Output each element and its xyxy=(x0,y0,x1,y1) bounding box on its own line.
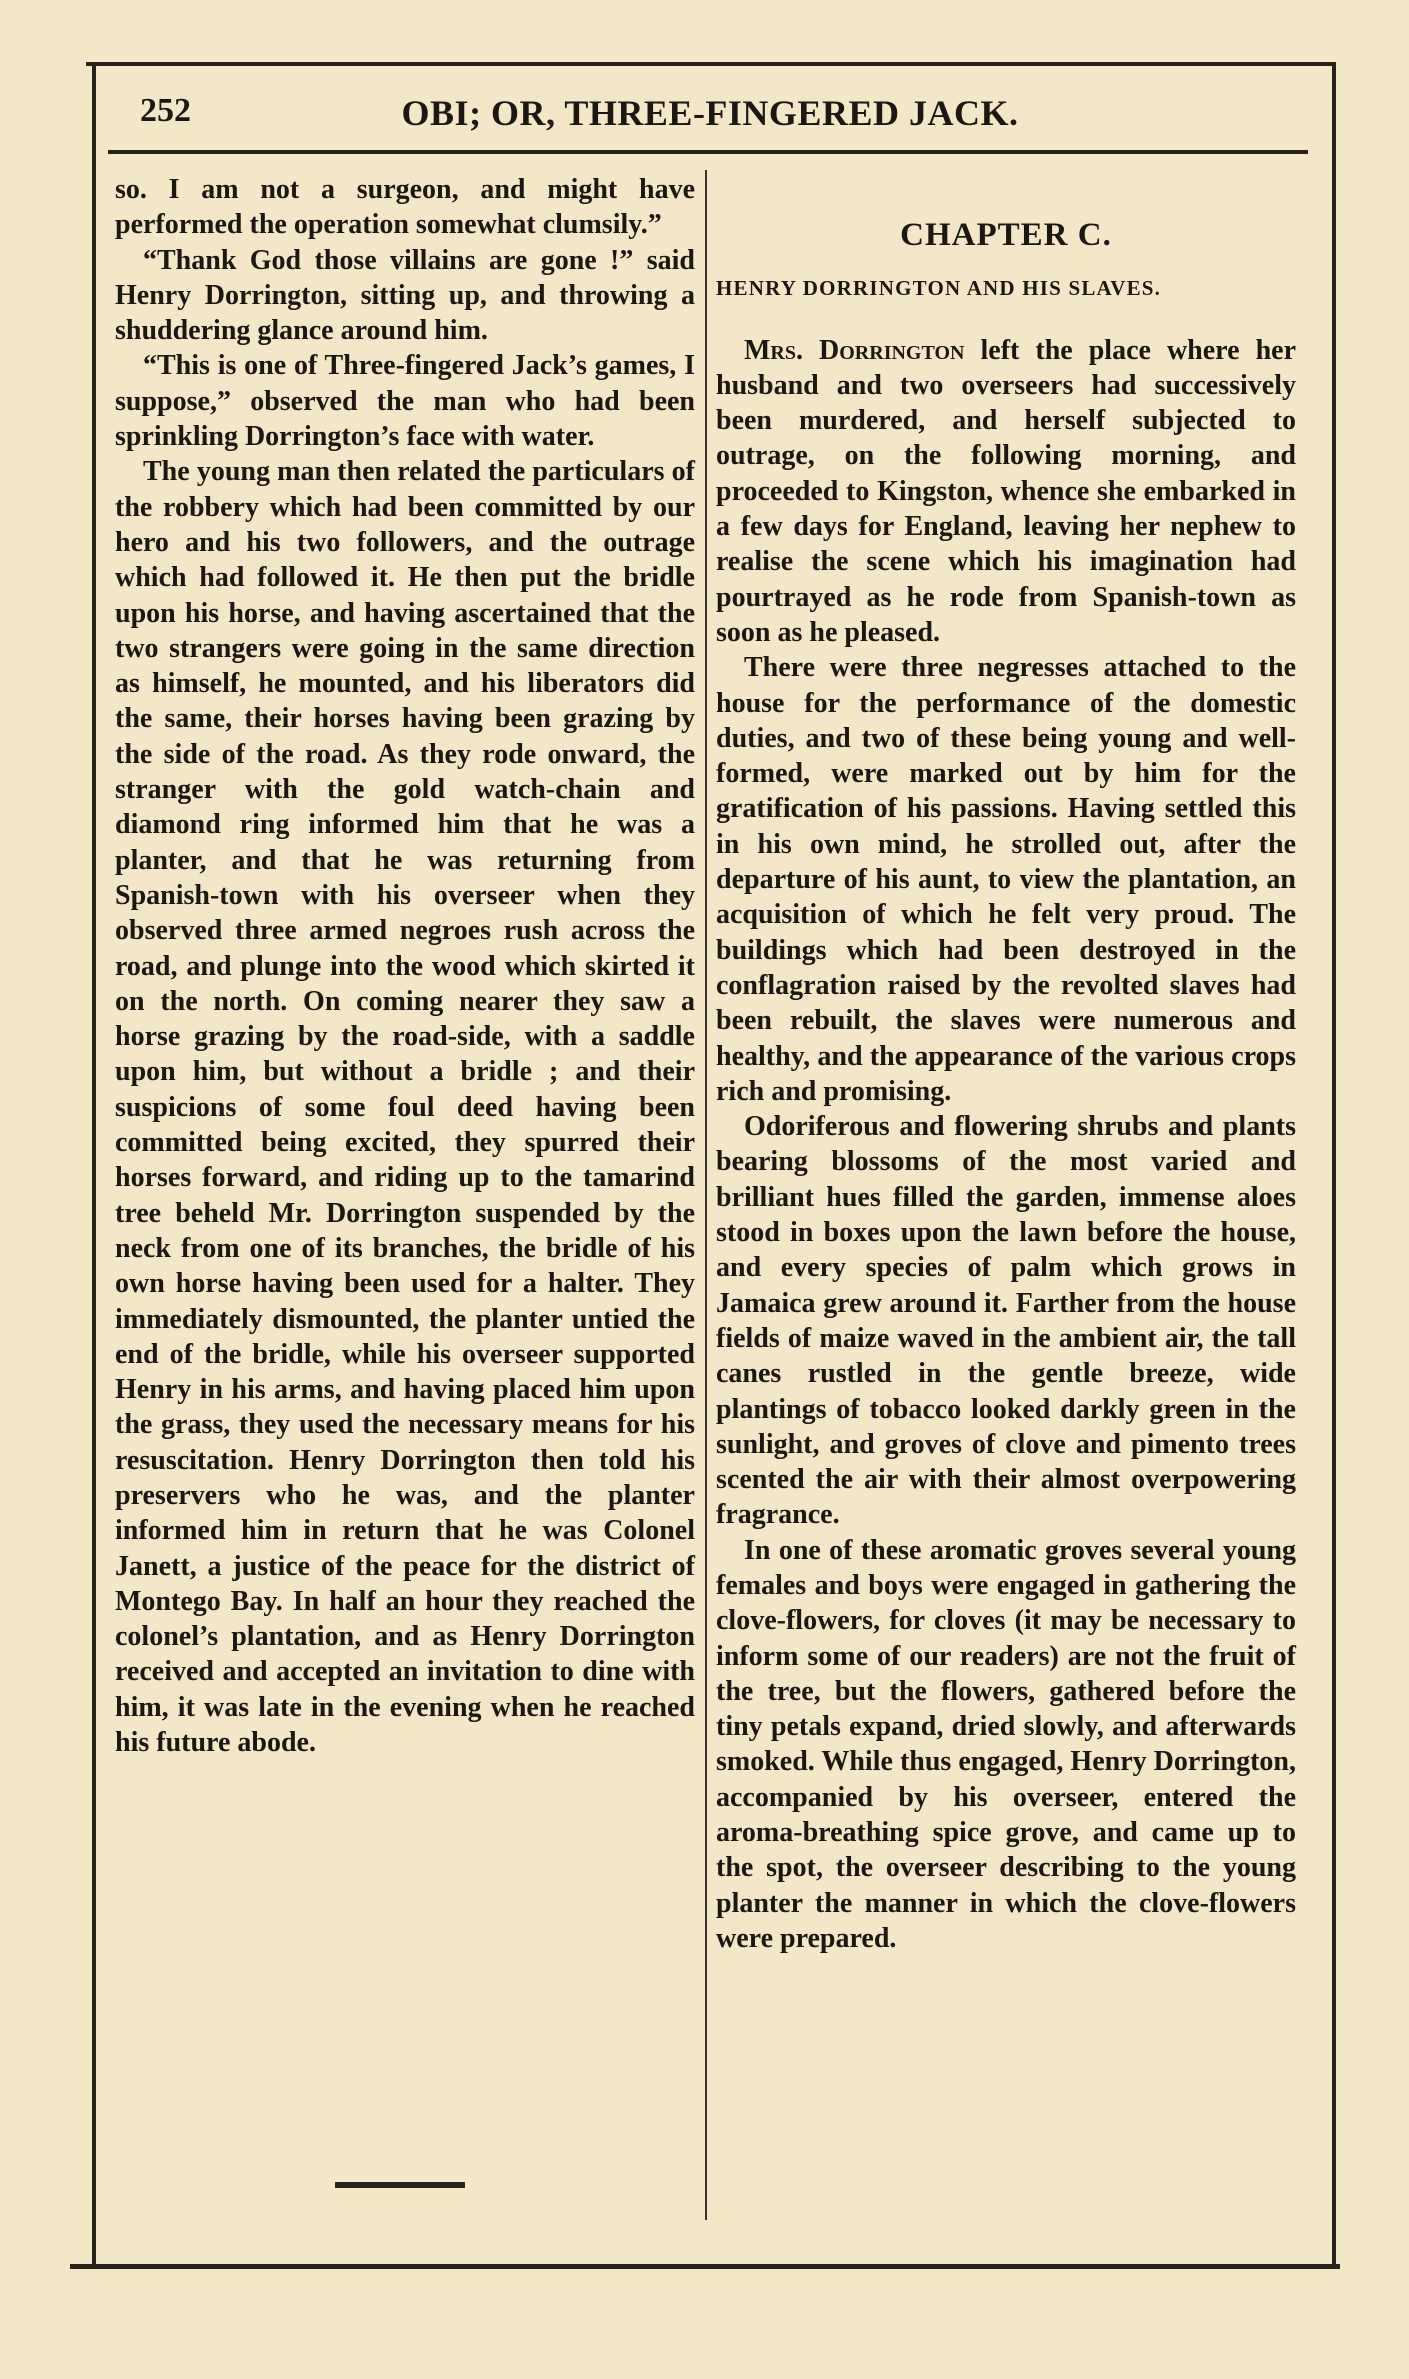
bottom-border-rule xyxy=(70,2264,1340,2269)
right-paragraph-3: Odoriferous and flowering shrubs and plants bearing blossoms of the most varied and brilliant hues filled the garden, immense aloes stood in boxes upon the lawn before the house, and every species of palm which grows in Jamaica grew around it. Farther from the house fields of maize waved in the ambient air, the tall canes rustled in the gentle breeze, wide plantings of tobacco looked darkly green in the sunlight, and groves of clove and pimento trees scented the air with their almost overpowering fragrance. xyxy=(716,1111,1296,1531)
right-paragraph-1-text: left the place where her husband and two overseers had successively been murdered, and herself subjected to outrage, on the following morning, and proceeded to Kingston, whence she embarked in a few days for England, leaving her nephew to realise the scene which his imagination had pourtrayed as he rode from Spanish-town as soon as he pleased. xyxy=(716,334,1296,648)
page-number: 252 xyxy=(140,92,191,129)
page-header xyxy=(110,86,1310,146)
right-paragraph-2: There were three negresses attached to the house for the performance of the domestic duties, and two of these being young and well-formed, were marked out by him for the gratification of his passions. Having settled this in his own mind, he strolled out, after the departure of his aunt, to view the plantation, an acquisition of which he felt very proud. The buildings which had been destroyed in the conflagration raised by the revolted slaves had been rebuilt, the slaves were numerous and healthy, and the appearance of the various crops rich and promising. xyxy=(716,652,1296,1107)
header-rule xyxy=(108,150,1308,154)
lead-word: Mrs. Dorrington xyxy=(744,334,965,366)
column-divider xyxy=(705,170,707,2220)
right-column xyxy=(716,172,1296,1956)
left-paragraph-1: so. I am not a surgeon, and might have performed the operation somewhat clumsily.” xyxy=(115,174,695,241)
running-title: OBI; OR, THREE-FINGERED JACK. xyxy=(401,93,1019,133)
left-paragraph-3: “This is one of Three-fingered Jack’s games, I suppose,” observed the man who had been sprinkling Dorrington’s face with water. xyxy=(115,350,695,453)
left-paragraph-4: The young man then related the particulars of the robbery which had been committed by our hero and his two followers, and the outrage which had followed it. He then put the bridle upon his horse, and having ascertained that the two strangers were going in the same direction as himself, he mounted, and his liberators did the same, their horses having been grazing by the side of the road. As they rode onward, the stranger with the gold watch-chain and diamond ring informed him that he was a planter, and that he was returning from Spanish-town with his overseer when they observed three armed negroes rush across the road, and plunge into the wood which skirted it on the north. On coming nearer they saw a horse grazing by the road-side, with a saddle upon him, but without a bridle ; and their suspicions of some foul deed having been committed being excited, they spurred their horses forward, and riding up to the tamarind tree beheld Mr. Dorrington suspended by the neck from one of its branches, the bridle of his own horse having been used for a halter. They immediately dismounted, the planter untied the end of the bridle, while his overseer supported Henry in his arms, and having placed him upon the grass, they used the necessary means for his resuscitation. Henry Dorrington then told his preservers who he was, and the planter informed him in return that he was Colonel Janett, a justice of the peace for the district of Montego Bay. In half an hour they reached the colonel’s plantation, and as Henry Dorrington received and accepted an invitation to dine with him, it was late in the evening when he reached his future abode. xyxy=(115,456,695,1759)
left-column xyxy=(115,172,695,1760)
right-paragraph-1 xyxy=(716,333,1296,651)
chapter-subtitle: HENRY DORRINGTON AND HIS SLAVES. xyxy=(716,276,1162,301)
left-paragraph-2: “Thank God those villains are gone !” said Henry Dorrington, sitting up, and throwing a shuddering glance around him. xyxy=(115,244,695,347)
left-border-rule xyxy=(92,62,96,2267)
right-border-rule xyxy=(1332,62,1336,2267)
right-paragraph-4: In one of these aromatic groves several young females and boys were engaged in gathering the clove-flowers, for cloves (it may be necessary to inform some of our readers) are not the fruit of the tree, but the flowers, gathered before the tiny petals expand, dried slowly, and afterwards smoked. While thus engaged, Henry Dorrington, accompanied by his overseer, entered the aroma-breathing spice grove, and came up to the spot, the overseer describing to the young planter the manner in which the clove-flowers were prepared. xyxy=(716,1534,1296,1954)
top-border-rule xyxy=(86,62,1336,66)
chapter-title: CHAPTER C. xyxy=(900,217,1112,253)
section-end-rule xyxy=(335,2182,465,2188)
